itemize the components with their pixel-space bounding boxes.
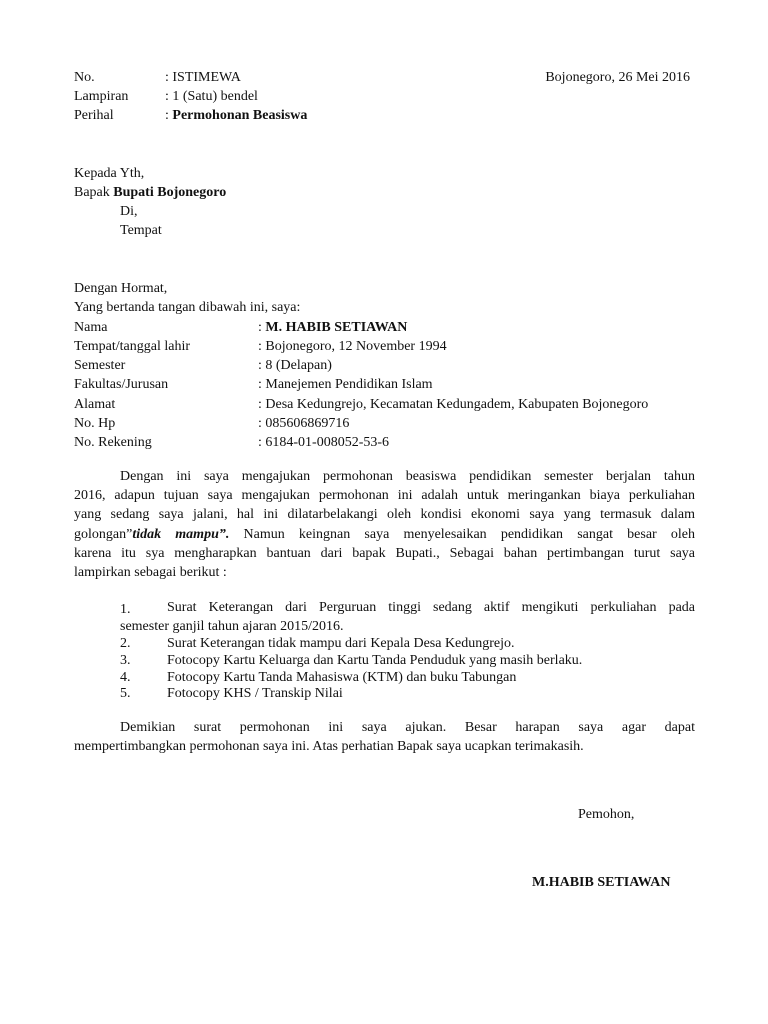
body-line-3: yang sedang saya jalani, hal ini dilatarbelakangi oleh kondisi ekonomi saya yang termasuk dalam: [74, 507, 695, 522]
list-item-number: 5.: [120, 686, 131, 701]
recipient-place: Tempat: [120, 223, 162, 238]
subject-value: [165, 109, 307, 123]
body-golongan: golongan”: [74, 527, 133, 542]
identity-value-birth: : Bojonegoro, 12 November 1994: [258, 339, 447, 354]
closing-line-2: mempertimbangkan permohonan saya ini. Atas perhatian Bapak saya ucapkan terimakasih.: [74, 739, 584, 754]
body-tidak-mampu: tidak mampu”.: [132, 527, 230, 542]
recipient-office: Bupati Bojonegoro: [113, 185, 227, 200]
identity-value-faculty: : Manejemen Pendidikan Islam: [258, 377, 433, 392]
identity-label-account: No. Rekening: [74, 435, 152, 450]
identity-label-address: Alamat: [74, 397, 116, 412]
list-item-text: Fotocopy KHS / Transkip Nilai: [167, 686, 343, 701]
letter-number-value: : ISTIMEWA: [165, 70, 241, 85]
identity-label-birth: Tempat/tanggal lahir: [74, 339, 191, 354]
closing-line-1: Demikian surat permohonan ini saya ajukan. Besar harapan saya agar dapat: [120, 720, 695, 735]
body-line-6: lampirkan sebagai berikut :: [74, 565, 227, 580]
identity-value-address: : Desa Kedungrejo, Kecamatan Kedungadem, Kabupaten Bojonegoro: [258, 397, 649, 412]
list-item-number: 4.: [120, 670, 131, 685]
identity-label-name: Nama: [74, 320, 108, 335]
recipient-greeting: Kepada Yth,: [74, 166, 145, 181]
list-item-text: Fotocopy Kartu Tanda Mahasiswa (KTM) dan buku Tabungan: [167, 670, 517, 685]
applicant-name: M. HABIB SETIAWAN: [265, 320, 408, 335]
body-line-2: 2016, adapun tujuan saya mengajukan permohonan ini adalah untuk meringankan biaya perkuliahan: [74, 488, 695, 503]
salutation: Dengan Hormat,: [74, 281, 168, 296]
signature-name: M.HABIB SETIAWAN: [532, 875, 671, 890]
subject-colon: :: [165, 108, 173, 123]
identity-value-name: [258, 321, 407, 335]
subject-label: Perihal: [74, 108, 114, 123]
identity-value-semester: : 8 (Delapan): [258, 358, 332, 373]
attachment-value: : 1 (Satu) bendel: [165, 89, 258, 104]
recipient-di: Di,: [120, 204, 138, 219]
list-item-text: Surat Keterangan dari Perguruan tinggi sedang aktif mengikuti perkuliahan pada: [167, 600, 695, 615]
body-line-4: [74, 526, 695, 544]
identity-value-phone: : 085606869716: [258, 416, 350, 431]
recipient-name: [74, 186, 226, 200]
identity-value-account: : 6184-01-008052-53-6: [258, 435, 390, 450]
list-item-continuation: semester ganjil tahun ajaran 2015/2016.: [120, 619, 344, 634]
list-item-text: Fotocopy Kartu Keluarga dan Kartu Tanda Penduduk yang masih berlaku.: [167, 653, 583, 668]
list-item-number: 2.: [120, 636, 131, 651]
identity-label-faculty: Fakultas/Jurusan: [74, 377, 169, 392]
place-date: Bojonegoro, 26 Mei 2016: [545, 70, 690, 85]
signature-label: Pemohon,: [578, 807, 635, 822]
body-line-1: Dengan ini saya mengajukan permohonan beasiswa pendidikan semester berjalan tahun: [120, 469, 695, 484]
body-line-5: karena itu sya mengharapkan bantuan dari bapak Bupati., Sebagai bahan pertimbangan turut saya: [74, 546, 695, 561]
intro-line: Yang bertanda tangan dibawah ini, saya:: [74, 300, 301, 315]
letter-number-label: No.: [74, 70, 95, 85]
body-line-4-rest: Namun keingnan saya menyelesaikan pendidikan sangat besar oleh: [229, 527, 695, 542]
identity-label-semester: Semester: [74, 358, 126, 373]
list-item-number: 3.: [120, 653, 131, 668]
subject-text: Permohonan Beasiswa: [172, 108, 308, 123]
list-item-text: Surat Keterangan tidak mampu dari Kepala Desa Kedungrejo.: [167, 636, 515, 651]
attachment-label: Lampiran: [74, 89, 129, 104]
identity-colon: :: [258, 320, 266, 335]
recipient-title: Bapak: [74, 185, 114, 200]
list-item-number: 1.: [120, 602, 131, 617]
identity-label-phone: No. Hp: [74, 416, 116, 431]
